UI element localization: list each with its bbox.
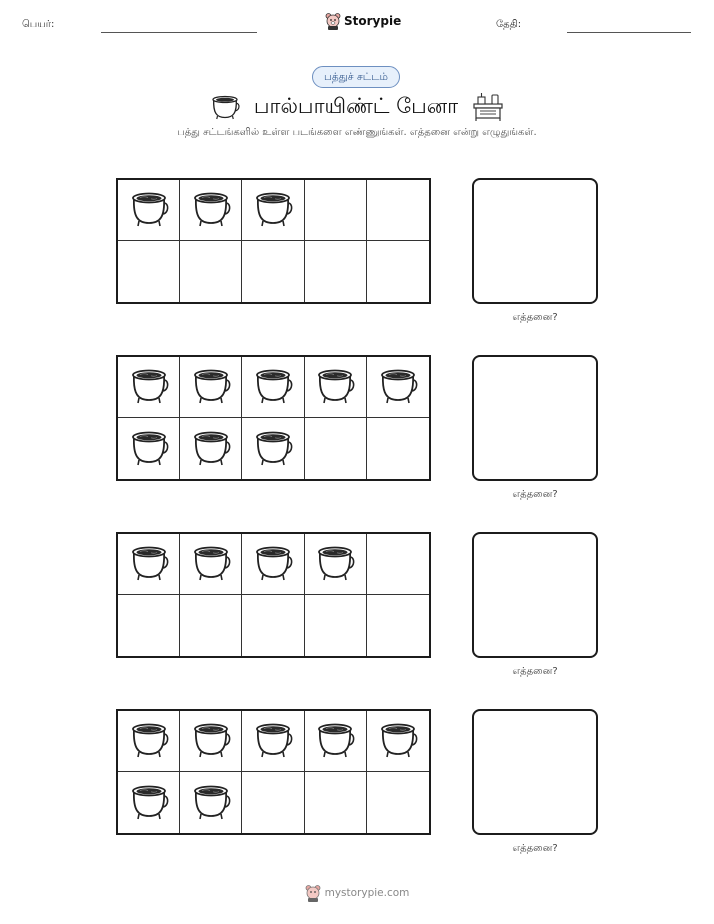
frame-cell <box>305 418 367 479</box>
frame-cell <box>367 241 429 302</box>
ten-frame <box>116 178 431 304</box>
frame-cell <box>305 357 367 418</box>
frame-cell <box>118 772 180 833</box>
pot-icon <box>191 428 231 470</box>
pot-icon <box>378 366 418 408</box>
pot-icon <box>253 366 293 408</box>
pot-icon <box>129 428 169 470</box>
frame-cell <box>180 772 242 833</box>
answer-box[interactable] <box>472 709 598 835</box>
ten-frame <box>116 355 431 481</box>
frame-cell <box>367 357 429 418</box>
frame-cell <box>180 711 242 772</box>
frame-cell <box>367 418 429 479</box>
frame-cell <box>305 180 367 241</box>
pot-icon <box>253 189 293 231</box>
frame-cell <box>180 418 242 479</box>
frame-cell <box>118 711 180 772</box>
frame-cell <box>305 534 367 595</box>
bear-mascot-icon <box>325 12 341 30</box>
pot-icon <box>191 366 231 408</box>
frame-cell <box>367 534 429 595</box>
frame-cell <box>305 772 367 833</box>
answer-question-label: எத்தனை? <box>512 489 558 500</box>
frame-cell <box>242 180 304 241</box>
frame-cell <box>180 180 242 241</box>
frame-cell <box>305 711 367 772</box>
pot-icon <box>129 366 169 408</box>
footer-site[interactable]: mystorypie.com <box>324 887 410 899</box>
pot-icon <box>315 543 355 585</box>
pot-icon <box>253 720 293 762</box>
frame-cell <box>180 595 242 656</box>
answer-question-label: எத்தனை? <box>512 312 558 323</box>
pot-icon <box>191 720 231 762</box>
pot-icon <box>315 366 355 408</box>
kitchen-stove-icon <box>472 92 504 122</box>
pot-icon <box>253 428 293 470</box>
instruction-text: பத்து சட்டங்களில் உள்ள படங்களை எண்ணுங்கள். எத்தனை என்று எழுதுங்கள். <box>177 127 537 138</box>
frame-cell <box>180 357 242 418</box>
answer-question-label: எத்தனை? <box>512 843 558 854</box>
frame-cell <box>118 357 180 418</box>
frame-cell <box>118 241 180 302</box>
name-line[interactable] <box>101 32 257 33</box>
frame-cell <box>242 534 304 595</box>
page-title: பால்பாயிண்ட் பேனா <box>253 93 459 118</box>
frame-cell <box>242 241 304 302</box>
brand-logo <box>325 12 401 30</box>
frame-cell <box>305 241 367 302</box>
frame-cell <box>118 595 180 656</box>
ten-frame <box>116 709 431 835</box>
frame-cell <box>367 711 429 772</box>
ten-frame <box>116 532 431 658</box>
pot-icon <box>191 189 231 231</box>
answer-box[interactable] <box>472 178 598 304</box>
answer-question-label: எத்தனை? <box>512 666 558 677</box>
date-line[interactable] <box>567 32 691 33</box>
brand-name: Storypie <box>344 14 402 28</box>
date-label: தேதி: <box>496 19 522 30</box>
frame-cell <box>118 180 180 241</box>
footer <box>0 884 714 902</box>
pot-icon <box>191 782 231 824</box>
frame-cell <box>242 418 304 479</box>
pot-icon <box>210 94 240 120</box>
frame-cell <box>367 180 429 241</box>
pot-icon <box>253 543 293 585</box>
pot-icon <box>129 189 169 231</box>
frame-cell <box>118 534 180 595</box>
pot-icon <box>129 720 169 762</box>
pot-icon <box>129 543 169 585</box>
frame-cell <box>242 357 304 418</box>
bear-mascot-icon <box>305 884 321 902</box>
frame-cell <box>118 418 180 479</box>
pot-icon <box>378 720 418 762</box>
frame-cell <box>367 595 429 656</box>
frame-cell <box>367 772 429 833</box>
topic-badge: பத்துச் சட்டம் <box>312 66 400 88</box>
frame-cell <box>305 595 367 656</box>
frame-cell <box>180 534 242 595</box>
pot-icon <box>191 543 231 585</box>
title-row <box>0 90 714 124</box>
frame-cell <box>242 595 304 656</box>
answer-box[interactable] <box>472 532 598 658</box>
pot-icon <box>129 782 169 824</box>
frame-cell <box>180 241 242 302</box>
frame-cell <box>242 772 304 833</box>
pot-icon <box>315 720 355 762</box>
frame-cell <box>242 711 304 772</box>
answer-box[interactable] <box>472 355 598 481</box>
name-label: பெயர்: <box>22 19 55 30</box>
